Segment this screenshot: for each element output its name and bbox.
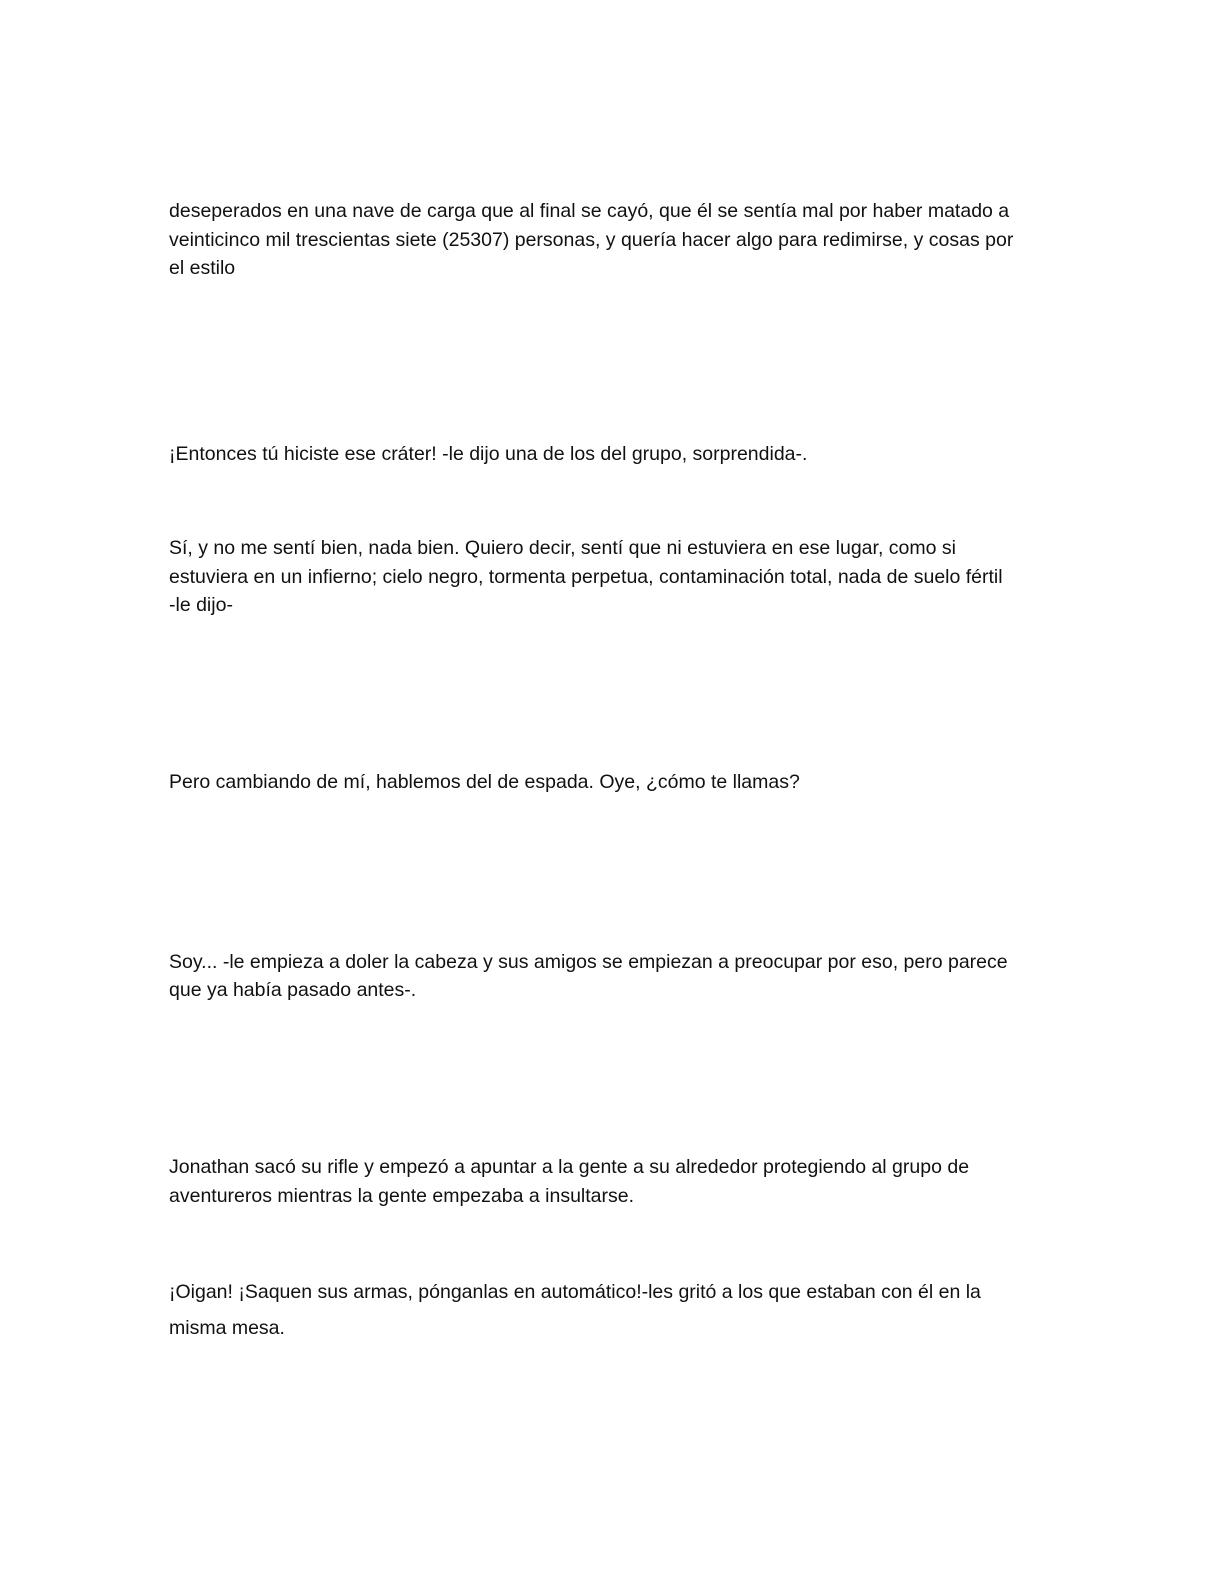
text-line: ¡Oigan! ¡Saquen sus armas, pónganlas en automático!-les gritó a los que estaban con él en la [169,1281,981,1303]
text-line: el estilo [169,257,236,279]
text-line: -le dijo- [169,594,233,616]
text-line: que ya había pasado antes-. [169,979,417,1001]
text-line: estuviera en un infierno; cielo negro, tormenta perpetua, contaminación total, nada de suelo fértil [169,566,1003,588]
text-line: misma mesa. [169,1317,285,1339]
text-line: aventureros mientras la gente empezaba a insultarse. [169,1185,635,1207]
text-line: veinticinco mil trescientas siete (25307) personas, y quería hacer algo para redimirse, y cosas por [169,229,1014,251]
text-line: Sí, y no me sentí bien, nada bien. Quiero decir, sentí que ni estuviera en ese lugar, como si [169,537,956,559]
text-line: deseperados en una nave de carga que al final se cayó, que él se sentía mal por haber matado a [169,200,1010,222]
text-line: Pero cambiando de mí, hablemos del de espada. Oye, ¿cómo te llamas? [169,771,800,793]
text-line: ¡Entonces tú hiciste ese cráter! -le dijo una de los del grupo, sorprendida-. [169,443,808,465]
text-line: Soy... -le empieza a doler la cabeza y sus amigos se empiezan a preocupar por eso, pero parece [169,951,1008,973]
text-line: Jonathan sacó su rifle y empezó a apuntar a la gente a su alrededor protegiendo al grupo de [169,1156,970,1178]
